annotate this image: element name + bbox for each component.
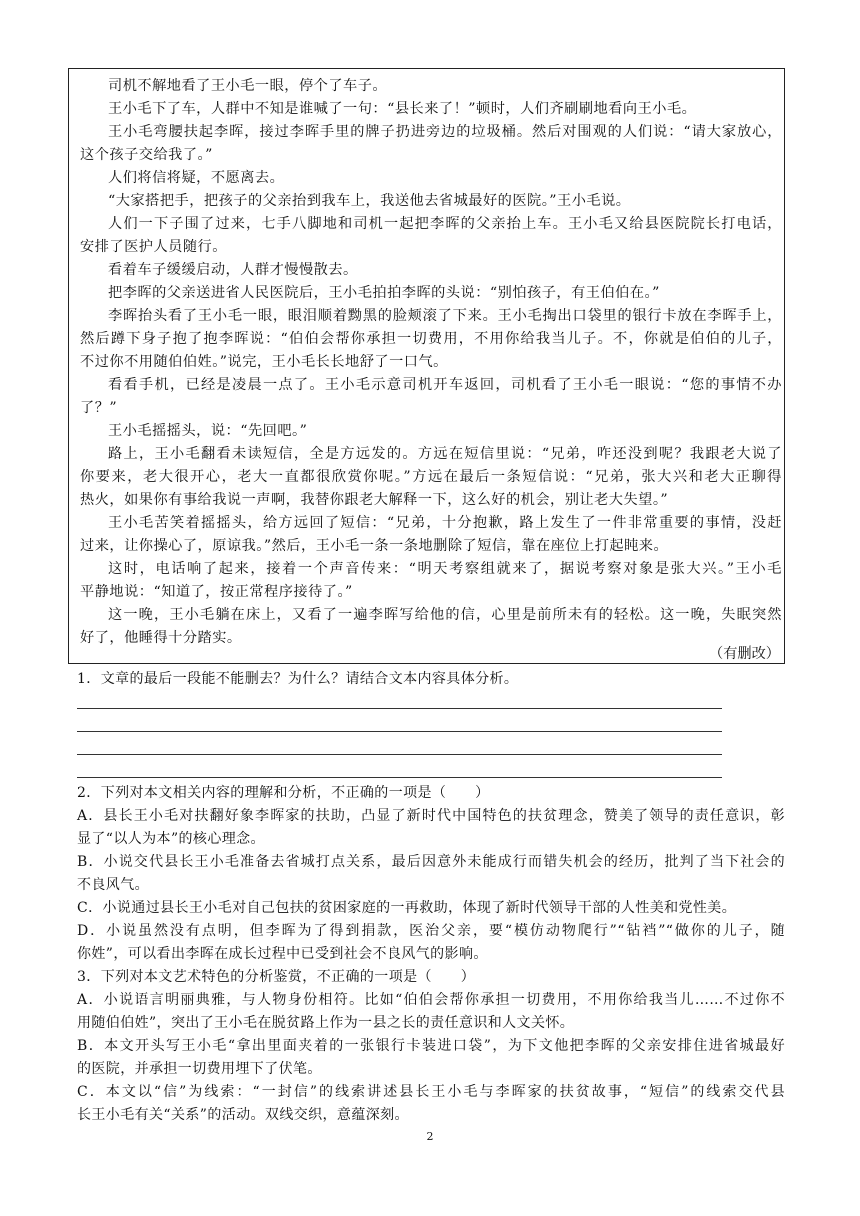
option-c-line: 长王小毛有关“关系”的活动。双线交织，意蕴深刻。 — [77, 1107, 409, 1123]
passage-line: 了？” — [80, 400, 118, 416]
passage-line: 王小毛摇摇头，说：“先回吧。” — [108, 423, 308, 439]
option-b-line: 不良风气。 — [77, 877, 149, 893]
passage-line: 看着车子缓缓启动，人群才慢慢散去。 — [108, 262, 358, 278]
passage-line: 平静地说：“知道了，按正常程序接待了。” — [80, 584, 353, 600]
option-b-line: B．本文开头写王小毛“拿出里面夹着的一张银行卡装进口袋”，为下文他把李晖的父亲安排住进省城最好 — [77, 1038, 785, 1054]
page-number: 2 — [426, 1130, 434, 1143]
passage-line: 李晖抬头看了王小毛一眼，眼泪顺着黝黑的脸颊滚了下来。王小毛掏出口袋里的银行卡放在李晖手上， — [108, 308, 782, 324]
source-credit: （有删改） — [709, 646, 780, 662]
option-a-line: A．县长王小毛对扶翻好象李晖家的扶助，凸显了新时代中国特色的扶贫理念，赞美了领导的责任意识，彰 — [77, 808, 785, 824]
question-3: 3．下列对本文艺术特色的分析鉴赏，不正确的一项是（ ） — [77, 969, 476, 985]
passage-line: 安排了医护人员随行。 — [80, 239, 227, 255]
option-a-line: 显了“以人为本”的核心理念。 — [77, 831, 265, 847]
option-d-line: D．小说虽然没有点明，但李晖为了得到捐款，医治父亲，要“模仿动物爬行”“钻裆”“做你的儿子，随 — [77, 923, 785, 939]
passage-line: 把李晖的父亲送进省人民医院后，王小毛拍拍李晖的头说：“别怕孩子，有王伯伯在。” — [108, 285, 660, 301]
passage-line: 这一晚，王小毛躺在床上，又看了一遍李晖写给他的信，心里是前所未有的轻松。这一晚，失眠突然 — [108, 607, 782, 623]
option-c-line: C．小说通过县长王小毛对自己包扶的贫困家庭的一再救助，体现了新时代领导干部的人性美和党性美。 — [77, 900, 737, 916]
passage-line: 司机不解地看了王小毛一眼，停个了车子。 — [108, 78, 388, 94]
passage-line: 王小毛下了车，人群中不知是谁喊了一句：“县长来了！”顿时，人们齐刷刷地看向王小毛。 — [108, 101, 697, 117]
passage-line: 王小毛苦笑着摇摇头，给方远回了短信：“兄弟，十分抱歉，路上发生了一件非常重要的事情，没赶 — [108, 515, 782, 531]
passage-line: 不过你不用随伯伯姓。”说完，王小毛长长地舒了一口气。 — [80, 354, 448, 370]
passage-line: 好了，他睡得十分踏实。 — [80, 630, 242, 646]
passage-line: 人们一下子围了过来，七手八脚地和司机一起把李晖的父亲抬上车。王小毛又给县医院院长打电话， — [108, 216, 782, 232]
option-a-line: 用随伯伯姓”，突出了王小毛在脱贫路上作为一县之长的责任意识和人文关怀。 — [77, 1015, 575, 1031]
passage-line: 你要来，老大很开心，老大一直都很欣赏你呢。”方远在最后一条短信说：“兄弟，张大兴和老大正聊得 — [80, 469, 782, 485]
option-b-line: B．小说交代县长王小毛准备去省城打点关系，最后因意外未能成行而错失机会的经历，批判了当下社会的 — [77, 854, 785, 870]
passage-line: 王小毛弯腰扶起李晖，接过李晖手里的牌子扔进旁边的垃圾桶。然后对围观的人们说：“请大家放心， — [108, 124, 782, 140]
passage-line: 热火，如果你有事给我说一声啊，我替你跟老大解释一下，这么好的机会，别让老大失望。” — [80, 492, 669, 508]
answer-line[interactable] — [77, 731, 722, 732]
passage-line: “大家搭把手，把孩子的父亲抬到我车上，我送他去省城最好的医院。”王小毛说。 — [108, 193, 631, 209]
passage-line: 这个孩子交给我了。” — [80, 147, 213, 163]
option-d-line: 你姓”，可以看出李晖在成长过程中已受到社会不良风气的影响。 — [77, 946, 488, 962]
passage-line: 然后蹲下身子抱了抱李晖说：“伯伯会帮你承担一切费用，不用你给我当儿子。不，你就是伯伯的儿子， — [80, 331, 782, 347]
option-a-line: A．小说语言明丽典雅，与人物身份相符。比如“伯伯会帮你承担一切费用，不用你给我当儿……不过你不 — [77, 992, 785, 1008]
option-c-line: C．本文以“信”为线索：“一封信”的线索讲述县长王小毛与李晖家的扶贫故事，“短信”的线索交代县 — [77, 1084, 785, 1100]
question-1: 1．文章的最后一段能不能删去？为什么？请结合文本内容具体分析。 — [77, 671, 519, 687]
answer-line[interactable] — [77, 754, 722, 755]
passage-line: 人们将信将疑，不愿离去。 — [108, 170, 285, 186]
answer-line[interactable] — [77, 777, 722, 778]
passage-line: 过来，让你操心了，原谅我。”然后，王小毛一条一条地删除了短信，靠在座位上打起盹来。 — [80, 538, 669, 554]
passage-line: 路上，王小毛翻看未读短信，全是方远发的。方远在短信里说：“兄弟，咋还没到呢？我跟老大说了 — [108, 446, 782, 462]
passage-line: 这时，电话响了起来，接着一个声音传来：“明天考察组就来了，据说考察对象是张大兴。”王小毛 — [108, 561, 782, 577]
passage-line: 看看手机，已经是凌晨一点了。王小毛示意司机开车返回，司机看了王小毛一眼说：“您的事情不办 — [108, 377, 782, 393]
answer-line[interactable] — [77, 708, 722, 709]
question-2: 2．下列对本文相关内容的理解和分析，不正确的一项是（ ） — [77, 785, 490, 801]
option-b-line: 的医院，并承担一切费用埋下了伏笔。 — [77, 1061, 322, 1077]
